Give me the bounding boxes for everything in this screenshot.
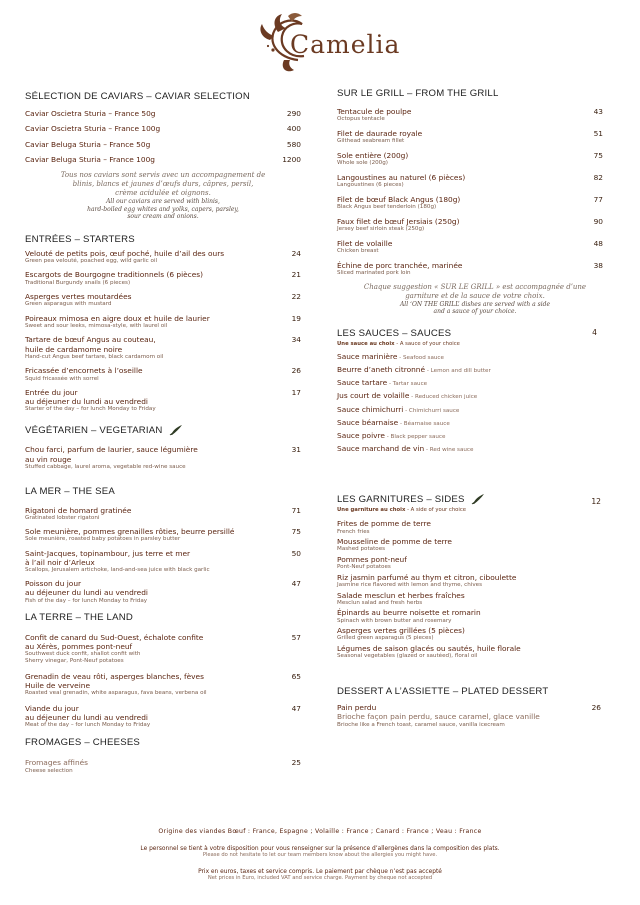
item-subtitle: Roasted veal grenadin, white asparagus, fava beans, verbena oil [25, 690, 207, 697]
item-price: 71 [291, 505, 301, 515]
vegetarian-section-header [25, 424, 301, 436]
brand-name: Camelia [290, 30, 401, 59]
item-name: au déjeuner du lundi au vendredi [25, 713, 148, 723]
dessert-desc-en: Brioche like a French toast, caramel sauce, vanilla icecream [337, 721, 505, 728]
side-item [337, 591, 613, 607]
sauce-item [337, 404, 613, 417]
sauce-name-fr: Sauce poivre [337, 431, 385, 441]
land-list [25, 633, 301, 730]
item-subtitle: Green pea velouté, poached egg, wild garlic oil [25, 257, 158, 264]
item-price: 77 [593, 195, 603, 204]
item-name: Entrée du jour [25, 388, 78, 398]
item-price: 21 [291, 270, 301, 280]
sea-list [25, 506, 301, 605]
cheese-section-header [25, 737, 301, 748]
sea-section-title: LA MER – THE SEA [25, 485, 115, 497]
vegetarian-section-title: VÉGÉTARIEN – VEGETARIAN [25, 424, 163, 436]
item-price: 31 [291, 445, 301, 455]
item-subtitle: Pont-Neuf potatoes [337, 564, 391, 571]
item-name: au Xérès, pommes pont-neuf [25, 641, 133, 651]
item-price: 290 [286, 109, 301, 118]
sauce-name-fr: Sauce béarnaise [337, 417, 399, 427]
starters-section-title: ENTRÉES – STARTERS [25, 233, 135, 245]
caviar-item [25, 124, 301, 133]
item-subtitle: Gratinated lobster rigatoni [25, 515, 100, 522]
item-name: au vin rouge [25, 454, 72, 464]
item-subtitle: Scallops, Jerusalem artichoke, land-and-sea juice with black garlic [25, 567, 210, 574]
item-name: Caviar Oscietra Sturia – France 100g [25, 124, 161, 134]
item-name: Salade mesclun et herbes fraîches [337, 590, 465, 600]
sauce-item [337, 351, 613, 364]
starters-item [25, 388, 301, 413]
allergy-note [0, 846, 640, 858]
dessert-price: 26 [591, 703, 601, 713]
side-item [337, 555, 613, 571]
item-name: Filet de bœuf Black Angus (180g) [337, 195, 461, 204]
item-price: 75 [593, 151, 603, 160]
item-name: Épinards au beurre noisette et romarin [337, 608, 481, 618]
item-name: Saint-Jacques, topinambour, jus terre et mer [25, 548, 191, 558]
item-name: Rigatoni de homard gratinée [25, 505, 132, 515]
item-subtitle: Sherry vinegar, Pont-Neuf potatoes [25, 658, 124, 665]
caviar-item [25, 109, 301, 118]
sauce-name-en: - Seafood sauce [397, 354, 444, 361]
item-name: au déjeuner du lundi au vendredi [25, 397, 148, 407]
note-line-fr: blinis, blancs et jaunes d’œufs durs, câpres, persil, [72, 180, 254, 189]
item-price: 580 [286, 139, 301, 149]
item-price: 38 [593, 261, 603, 270]
item-price: 25 [291, 758, 301, 768]
item-price: 51 [593, 129, 603, 138]
grill-note [337, 283, 613, 316]
sauces-subtitle [337, 341, 613, 347]
sauce-item [337, 430, 613, 443]
sauce-name-en: - Red wine sauce [424, 447, 474, 454]
caviar-item [25, 140, 301, 149]
item-subtitle: Jasmine rice flavored with lemon and thyme, chives [337, 582, 483, 589]
dessert-name: Pain perdu [337, 703, 377, 713]
item-price: 65 [291, 671, 301, 681]
leaf-icon [471, 493, 485, 505]
sauce-name-fr: Sauce chimichurri [337, 404, 404, 414]
item-name: Filet de volaille [337, 239, 393, 248]
item-subtitle: Starter of the day – for lunch Monday to Friday [25, 406, 156, 413]
grill-item [337, 151, 613, 167]
item-subtitle: Squid fricassée with sorrel [25, 375, 99, 382]
item-subtitle: Grilled green asparagus (5 pieces) [337, 635, 434, 642]
sides-section-title-row [337, 493, 613, 505]
sauces-subtitle-fr: Une sauce au choix [337, 340, 395, 347]
item-subtitle: Spinach with brown butter and rosemary [337, 617, 452, 624]
sides-section-title: LES GARNITURES – SIDES [337, 493, 465, 505]
note-line-fr: garniture et de la sauce de votre choix. [405, 292, 545, 300]
caviar-item [25, 155, 301, 164]
side-item [337, 626, 613, 642]
sauces-list [337, 351, 613, 457]
item-subtitle: Seasonal vegetables (glazed or sautéed), floral oil [337, 653, 478, 660]
grill-item [337, 129, 613, 145]
side-item [337, 608, 613, 624]
meat-origin-note: Origine des viandes Bœuf : France, Espagne ; Volaille : France ; Canard : France ; Veau : France [158, 828, 482, 835]
side-item [337, 644, 613, 660]
sauce-name-fr: Beurre d’aneth citronné [337, 365, 426, 375]
item-subtitle: Sliced marinated pork loin [337, 270, 411, 277]
item-price: 26 [291, 366, 301, 376]
item-name: Tartare de bœuf Angus au couteau, [25, 335, 156, 345]
sauce-name-en: - Tartar sauce [387, 381, 428, 388]
item-price: 22 [291, 292, 301, 301]
item-name: au déjeuner du lundi au vendredi [25, 588, 148, 598]
sea-item [25, 579, 301, 604]
item-price: 24 [291, 248, 301, 258]
note-line-en: hard-boiled egg whites and yolks, capers, parsley, [87, 205, 239, 213]
dessert-section-title: DESSERT A L’ASSIETTE – PLATED DESSERT [337, 686, 549, 698]
item-name: huile de cardamome noire [25, 344, 123, 354]
land-section-header [25, 612, 301, 623]
land-item [25, 672, 301, 697]
sauce-item [337, 377, 613, 390]
item-name: Asperges vertes moutardées [25, 292, 132, 301]
item-subtitle: Mashed potatoes [337, 546, 386, 553]
item-name: Faux filet de bœuf Jersiais (250g) [337, 217, 460, 226]
item-name: Caviar Oscietra Sturia – France 50g [25, 109, 156, 118]
dessert-item [337, 703, 613, 728]
item-price: 19 [291, 313, 301, 323]
prices-note-en: Net prices in Euro, included VAT and service charge. Payment by cheque not accepted [207, 875, 433, 881]
item-name: Huile de verveine [25, 681, 90, 691]
grill-item [337, 195, 613, 211]
sauce-item [337, 417, 613, 430]
side-item [337, 519, 613, 535]
item-name: Fricassée d’encornets à l’oseille [25, 366, 143, 376]
item-name: Escargots de Bourgogne traditionnels (6 pièces) [25, 270, 204, 280]
note-line-en: All ‘ON THE GRILL’ dishes are served with a side [399, 301, 551, 308]
side-item [337, 537, 613, 553]
note-line-en: sour cream and onions. [127, 213, 199, 221]
sauce-name-fr: Sauce tartare [337, 378, 388, 388]
note-line-fr: Tous nos caviars sont servis avec un accompagnement de [60, 171, 266, 180]
sauces-section-header [337, 328, 613, 347]
item-name: Velouté de petits pois, œuf poché, huile d’ail des ours [25, 248, 225, 258]
note-line-en: All our caviars are served with blinis, [106, 198, 220, 206]
sea-item [25, 549, 301, 574]
item-price: 82 [593, 173, 603, 182]
sides-subtitle-fr: Une garniture au choix [337, 507, 406, 514]
item-subtitle: Green asparagus with mustard [25, 301, 112, 308]
starters-list [25, 249, 301, 414]
item-price: 1200 [282, 155, 301, 165]
starters-item [25, 292, 301, 308]
grill-list [337, 107, 613, 277]
side-item [337, 573, 613, 589]
cheese-item [25, 758, 301, 774]
item-price: 48 [593, 239, 603, 248]
item-name: Poireaux mimosa en aigre doux et huile de laurier [25, 313, 210, 323]
grill-section-header [337, 88, 613, 99]
item-subtitle: Octopus tentacle [337, 116, 385, 123]
item-subtitle: Chicken breast [337, 248, 379, 255]
starters-item [25, 335, 301, 360]
item-name: Langoustines au naturel (6 pièces) [337, 173, 466, 182]
sides-subtitle [337, 507, 613, 513]
item-subtitle: French fries [337, 528, 370, 535]
item-price: 75 [291, 527, 301, 537]
starters-item [25, 366, 301, 382]
sea-section-header [25, 486, 301, 497]
item-name: Caviar Beluga Sturia – France 50g [25, 139, 151, 149]
allergy-note-en: Please do not hesitate to let our team members know about the allergies you might have. [202, 852, 438, 858]
starters-item [25, 249, 301, 265]
sides-list [337, 519, 613, 660]
left-column [25, 88, 301, 775]
cheese-section-title: FROMAGES – CHEESES [25, 737, 141, 749]
item-subtitle: Gilthead seabream fillet [337, 138, 405, 145]
sauce-name-fr: Jus court de volaille [337, 391, 410, 401]
item-price: 47 [291, 579, 301, 589]
item-name: Fromages affinés [25, 758, 89, 768]
leaf-icon [169, 424, 183, 436]
vegetarian-list [25, 445, 301, 470]
item-name: Asperges vertes grillées (5 pièces) [337, 626, 465, 636]
item-name: Riz jasmin parfumé au thym et citron, ciboulette [337, 572, 517, 582]
sauce-item [337, 364, 613, 377]
item-price: 47 [291, 704, 301, 714]
item-name: Chou farci, parfum de laurier, sauce légumière [25, 445, 198, 455]
item-price: 17 [291, 388, 301, 398]
item-name: Échine de porc tranchée, marinée [337, 261, 463, 270]
starters-section-header [25, 234, 301, 245]
item-name: Légumes de saison glacés ou sautés, huile florale [337, 644, 521, 654]
sea-item [25, 527, 301, 543]
item-name: Confit de canard du Sud-Ouest, échalote confite [25, 632, 204, 642]
grill-item [337, 173, 613, 189]
vegetarian-item [25, 445, 301, 470]
sea-item [25, 506, 301, 522]
item-price: 400 [286, 124, 301, 134]
sauce-item [337, 443, 613, 456]
item-subtitle: Mesclun salad and fresh herbs [337, 599, 423, 606]
item-price: 90 [593, 217, 603, 226]
note-line-en: and a sauce of your choice. [433, 308, 517, 316]
item-name: Viande du jour [25, 704, 79, 714]
item-name: à l’ail noir d’Arleux [25, 557, 95, 567]
item-name: Filet de daurade royale [337, 129, 423, 138]
item-subtitle: Southwest duck confit, shallot confit with [25, 651, 141, 658]
item-name: Mousseline de pomme de terre [337, 537, 452, 547]
right-column [337, 88, 613, 729]
caviar-section-header [25, 91, 301, 102]
sides-price: 12 [591, 497, 601, 507]
item-name: Pommes pont-neuf [337, 555, 407, 565]
item-subtitle: Hand-cut Angus beef tartare, black cardamom oil [25, 353, 164, 360]
item-subtitle: Jersey beef sirloin steak (250g) [337, 226, 425, 233]
item-price: 34 [291, 335, 301, 345]
item-subtitle: Fish of the day – for lunch Monday to Friday [25, 597, 148, 604]
item-price: 43 [593, 107, 603, 116]
cheese-list [25, 758, 301, 774]
sauce-item [337, 390, 613, 403]
dessert-desc-fr: Brioche façon pain perdu, sauce caramel, glace vanille [337, 712, 540, 722]
sauces-price: 4 [592, 327, 597, 337]
land-item [25, 704, 301, 729]
sides-subtitle-en: - A side of your choice [405, 507, 467, 514]
sauce-name-fr: Sauce marchand de vin [337, 444, 425, 454]
note-line-fr: crème acidulée et oignons. [115, 189, 211, 198]
item-subtitle: Meat of the day – for lunch Monday to Friday [25, 722, 151, 729]
sides-section-header [337, 493, 613, 513]
grill-item [337, 261, 613, 277]
item-name: Tentacule de poulpe [337, 107, 412, 116]
allergy-note-fr: Le personnel se tient à votre disposition pour vous renseigner sur la présence d’allergènes dans la composition des plats. [140, 846, 500, 852]
grill-item [337, 107, 613, 123]
caviar-note [25, 171, 301, 220]
starters-item [25, 314, 301, 330]
note-line-fr: Chaque suggestion « SUR LE GRILL » est accompagnée d’une [363, 283, 587, 291]
sauce-name-en: - Lemon and dill butter [425, 368, 491, 375]
grill-section-title: SUR LE GRILL – FROM THE GRILL [337, 88, 499, 99]
item-name: Frites de pomme de terre [337, 519, 431, 529]
item-subtitle: Stuffed cabbage, laurel aroma, vegetable red-wine sauce [25, 463, 186, 470]
item-name: Caviar Beluga Sturia – France 100g [25, 155, 155, 165]
item-subtitle: Cheese selection [25, 767, 73, 774]
dessert-section-header [337, 686, 613, 697]
sauce-name-en: - Reduced chicken juice [409, 394, 478, 401]
item-subtitle: Traditional Burgundy snails (6 pieces) [25, 279, 131, 286]
item-price: 50 [291, 548, 301, 558]
land-section-title: LA TERRE – THE LAND [25, 611, 133, 623]
item-price: 57 [291, 632, 301, 642]
item-subtitle: Black Angus beef tenderloin (180g) [337, 204, 437, 211]
grill-item [337, 217, 613, 233]
sauce-name-en: - Chimichurri sauce [403, 407, 460, 414]
sauce-name-en: - Black pepper sauce [384, 434, 446, 441]
sauce-name-en: - Béarnaise sauce [398, 420, 450, 427]
sauce-name-fr: Sauce marinière [337, 351, 398, 361]
caviar-list [25, 109, 301, 164]
land-item [25, 633, 301, 665]
item-name: Sole meunière, pommes grenailles rôties, beurre persillé [25, 527, 235, 537]
grill-item [337, 239, 613, 255]
item-name: Poisson du jour [25, 579, 82, 589]
caviar-section-title: SÉLECTION DE CAVIARS – CAVIAR SELECTION [25, 91, 250, 102]
vegetarian-section-title-row [25, 424, 301, 436]
starters-item [25, 270, 301, 286]
item-name: Grenadin de veau rôti, asperges blanches, fèves [25, 671, 204, 681]
item-subtitle: Sweet and sour leeks, mimosa-style, with laurel oil [25, 322, 168, 329]
sauces-section-title: LES SAUCES – SAUCES [337, 327, 452, 339]
item-name: Sole entière (200g) [337, 151, 409, 160]
item-subtitle: Whole sole (200g) [337, 160, 388, 167]
prices-note [0, 869, 640, 881]
item-subtitle: Langoustines (6 pieces) [337, 182, 404, 189]
prices-note-fr: Prix en euros, taxes et service compris. Le paiement par chèque n’est pas accepté [198, 869, 442, 875]
item-subtitle: Sole meunière, roasted baby potatoes in parsley butter [25, 536, 181, 543]
sauces-subtitle-en: - A sauce of your choice [394, 340, 460, 347]
